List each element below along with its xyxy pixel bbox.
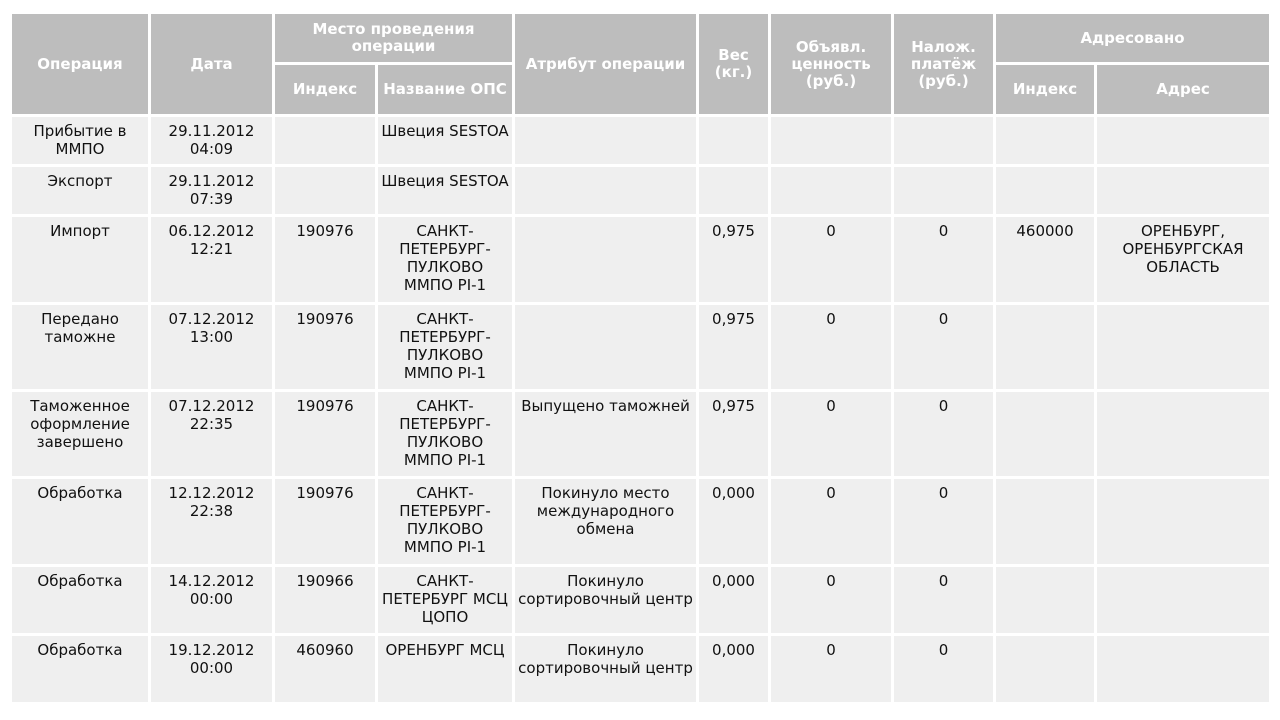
cell-addr-address bbox=[1097, 117, 1269, 164]
cell-declared-value: 0 bbox=[771, 217, 891, 301]
cell-addr-index bbox=[996, 567, 1094, 633]
cell-cod: 0 bbox=[894, 217, 993, 301]
cell-weight: 0,000 bbox=[699, 636, 768, 702]
cell-declared-value: 0 bbox=[771, 392, 891, 476]
cell-addr-index bbox=[996, 167, 1094, 214]
table-row bbox=[12, 567, 1269, 633]
cell-index: 190976 bbox=[275, 479, 375, 563]
cell-declared-value: 0 bbox=[771, 567, 891, 633]
cell-office-name: Швеция SESTOA bbox=[378, 117, 512, 164]
cell-operation: Обработка bbox=[12, 567, 148, 633]
cell-date: 14.12.2012 00:00 bbox=[151, 567, 272, 633]
table-row bbox=[12, 167, 1269, 214]
header-place-name: Название ОПС bbox=[378, 65, 512, 114]
cell-weight: 0,975 bbox=[699, 217, 768, 301]
header-addr-address: Адрес bbox=[1097, 65, 1269, 114]
table-row bbox=[12, 392, 1269, 476]
cell-date: 07.12.2012 22:35 bbox=[151, 392, 272, 476]
cell-index: 190976 bbox=[275, 392, 375, 476]
cell-index: 190966 bbox=[275, 567, 375, 633]
cell-addr-address bbox=[1097, 392, 1269, 476]
cell-index bbox=[275, 117, 375, 164]
cell-index bbox=[275, 167, 375, 214]
cell-operation: Таможенное оформление завершено bbox=[12, 392, 148, 476]
table-row bbox=[12, 479, 1269, 563]
cell-weight: 0,975 bbox=[699, 305, 768, 389]
table-row bbox=[12, 217, 1269, 301]
cell-date: 29.11.2012 04:09 bbox=[151, 117, 272, 164]
cell-cod bbox=[894, 117, 993, 164]
header-place-index: Индекс bbox=[275, 65, 375, 114]
cell-date: 06.12.2012 12:21 bbox=[151, 217, 272, 301]
header-weight: Вес (кг.) bbox=[699, 14, 768, 114]
cell-office-name: Швеция SESTOA bbox=[378, 167, 512, 214]
cell-date: 29.11.2012 07:39 bbox=[151, 167, 272, 214]
cell-attribute: Покинуло сортировочный центр bbox=[515, 567, 696, 633]
cell-office-name: ОРЕНБУРГ МСЦ bbox=[378, 636, 512, 702]
cell-weight: 0,000 bbox=[699, 567, 768, 633]
cell-operation: Передано таможне bbox=[12, 305, 148, 389]
table-row bbox=[12, 636, 1269, 702]
cell-declared-value: 0 bbox=[771, 479, 891, 563]
cell-attribute bbox=[515, 167, 696, 214]
cell-operation: Обработка bbox=[12, 636, 148, 702]
cell-operation: Экспорт bbox=[12, 167, 148, 214]
cell-operation: Импорт bbox=[12, 217, 148, 301]
header-addressed: Адресовано bbox=[996, 14, 1269, 62]
cell-index: 460960 bbox=[275, 636, 375, 702]
header-date: Дата bbox=[151, 14, 272, 114]
cell-addr-address bbox=[1097, 305, 1269, 389]
cell-cod: 0 bbox=[894, 305, 993, 389]
cell-date: 19.12.2012 00:00 bbox=[151, 636, 272, 702]
cell-declared-value bbox=[771, 117, 891, 164]
cell-attribute: Покинуло сортировочный центр bbox=[515, 636, 696, 702]
table-row bbox=[12, 305, 1269, 389]
cell-index: 190976 bbox=[275, 217, 375, 301]
cell-attribute bbox=[515, 217, 696, 301]
cell-weight bbox=[699, 167, 768, 214]
cell-attribute: Покинуло место международного обмена bbox=[515, 479, 696, 563]
cell-addr-index bbox=[996, 479, 1094, 563]
cell-weight: 0,000 bbox=[699, 479, 768, 563]
cell-attribute bbox=[515, 305, 696, 389]
cell-addr-index bbox=[996, 636, 1094, 702]
cell-office-name: САНКТ-ПЕТЕРБУРГ-ПУЛКОВО ММПО PI-1 bbox=[378, 479, 512, 563]
cell-addr-index bbox=[996, 305, 1094, 389]
header-attribute: Атрибут операции bbox=[515, 14, 696, 114]
cell-declared-value: 0 bbox=[771, 305, 891, 389]
cell-attribute bbox=[515, 117, 696, 164]
cell-operation: Обработка bbox=[12, 479, 148, 563]
cell-date: 07.12.2012 13:00 bbox=[151, 305, 272, 389]
cell-office-name: САНКТ-ПЕТЕРБУРГ-ПУЛКОВО ММПО PI-1 bbox=[378, 217, 512, 301]
header-cod: Налож. платёж (руб.) bbox=[894, 14, 993, 114]
cell-office-name: САНКТ-ПЕТЕРБУРГ-ПУЛКОВО ММПО PI-1 bbox=[378, 392, 512, 476]
cell-weight: 0,975 bbox=[699, 392, 768, 476]
cell-addr-address bbox=[1097, 167, 1269, 214]
cell-cod: 0 bbox=[894, 392, 993, 476]
cell-date: 12.12.2012 22:38 bbox=[151, 479, 272, 563]
cell-declared-value: 0 bbox=[771, 636, 891, 702]
cell-office-name: САНКТ-ПЕТЕРБУРГ-ПУЛКОВО ММПО PI-1 bbox=[378, 305, 512, 389]
tracking-table bbox=[9, 11, 1272, 705]
cell-addr-index bbox=[996, 392, 1094, 476]
cell-addr-index bbox=[996, 117, 1094, 164]
table-row bbox=[12, 117, 1269, 164]
cell-declared-value bbox=[771, 167, 891, 214]
cell-addr-address: ОРЕНБУРГ, ОРЕНБУРГСКАЯ ОБЛАСТЬ bbox=[1097, 217, 1269, 301]
cell-cod: 0 bbox=[894, 636, 993, 702]
cell-attribute: Выпущено таможней bbox=[515, 392, 696, 476]
header-addr-index: Индекс bbox=[996, 65, 1094, 114]
cell-addr-address bbox=[1097, 567, 1269, 633]
cell-weight bbox=[699, 117, 768, 164]
cell-cod bbox=[894, 167, 993, 214]
cell-addr-address bbox=[1097, 636, 1269, 702]
header-place: Место проведения операции bbox=[275, 14, 512, 62]
cell-operation: Прибытие в ММПО bbox=[12, 117, 148, 164]
cell-addr-address bbox=[1097, 479, 1269, 563]
header-operation: Операция bbox=[12, 14, 148, 114]
cell-cod: 0 bbox=[894, 567, 993, 633]
cell-addr-index: 460000 bbox=[996, 217, 1094, 301]
header-declared-value: Объявл. ценность (руб.) bbox=[771, 14, 891, 114]
cell-index: 190976 bbox=[275, 305, 375, 389]
cell-office-name: САНКТ-ПЕТЕРБУРГ МСЦ ЦОПО bbox=[378, 567, 512, 633]
cell-cod: 0 bbox=[894, 479, 993, 563]
